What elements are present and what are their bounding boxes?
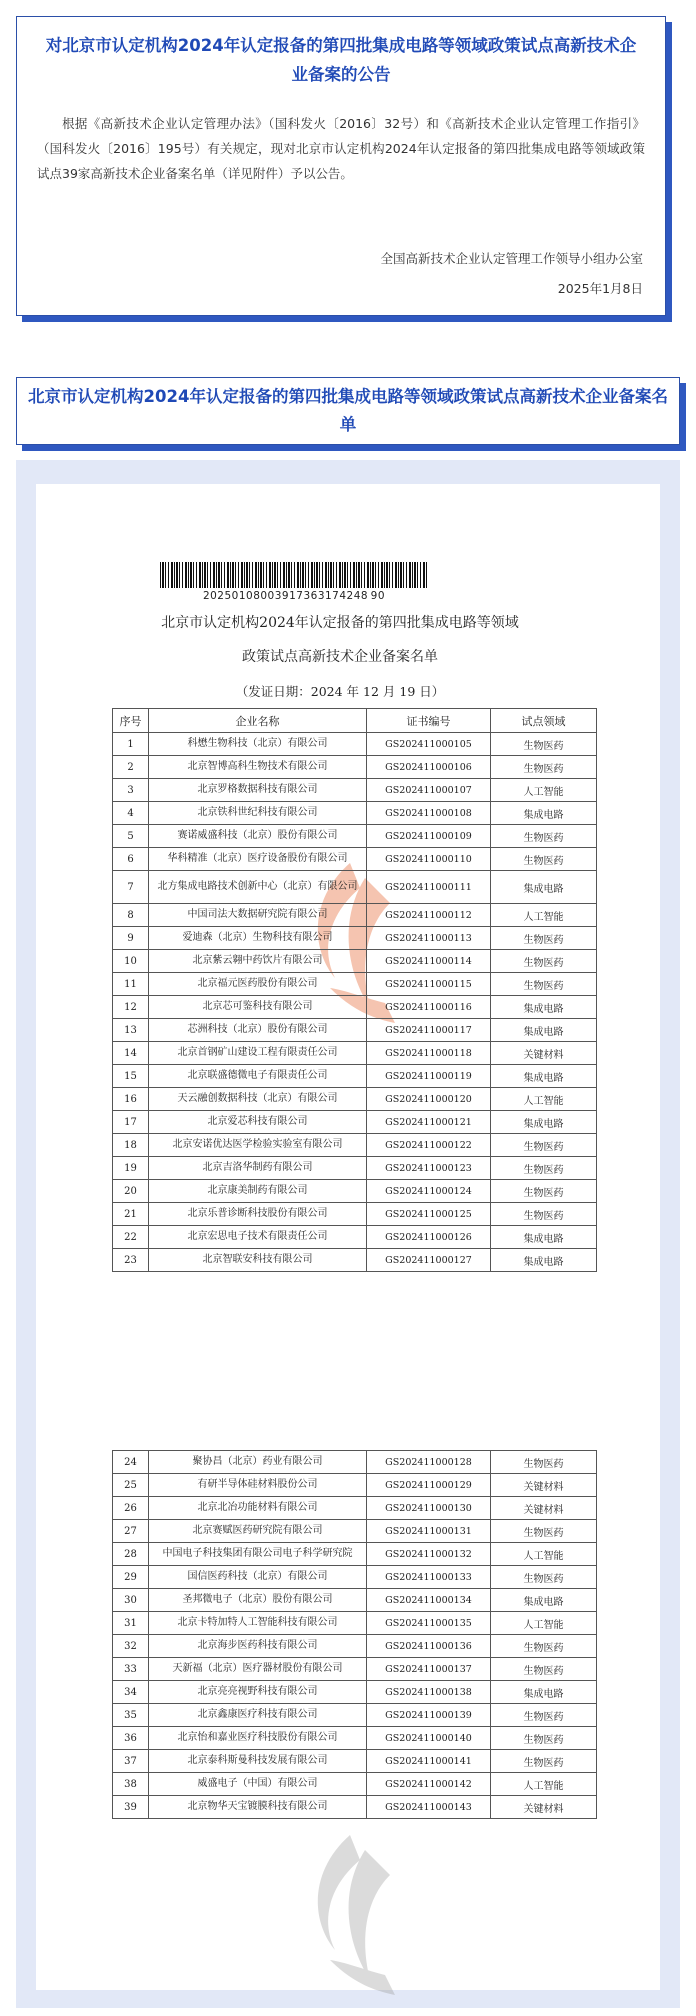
- row-company-name: 中国司法大数据研究院有限公司: [149, 904, 367, 927]
- row-company-name: 北方集成电路技术创新中心（北京）有限公司: [149, 871, 367, 904]
- row-cert-no: GS202411000138: [367, 1681, 491, 1704]
- row-company-name: 中国电子科技集团有限公司电子科学研究院: [149, 1543, 367, 1566]
- row-index: 19: [113, 1157, 149, 1180]
- row-field: 生物医药: [491, 756, 597, 779]
- row-cert-no: GS202411000107: [367, 779, 491, 802]
- row-index: 6: [113, 848, 149, 871]
- table-row: [113, 904, 597, 927]
- row-cert-no: GS202411000135: [367, 1612, 491, 1635]
- header-index: 序号: [113, 709, 149, 733]
- row-company-name: 威盛电子（中国）有限公司: [149, 1773, 367, 1796]
- row-field: 生物医药: [491, 1704, 597, 1727]
- row-index: 28: [113, 1543, 149, 1566]
- row-company-name: 科懋生物科技（北京）有限公司: [149, 733, 367, 756]
- row-company-name: 北京福元医药股份有限公司: [149, 973, 367, 996]
- notice-box: [16, 16, 666, 316]
- row-index: 5: [113, 825, 149, 848]
- row-field: 生物医药: [491, 1520, 597, 1543]
- row-cert-no: GS202411000123: [367, 1157, 491, 1180]
- table-row: [113, 1750, 597, 1773]
- row-company-name: 北京北冶功能材料有限公司: [149, 1497, 367, 1520]
- row-index: 21: [113, 1203, 149, 1226]
- table-row: [113, 1566, 597, 1589]
- table-row: [113, 1180, 597, 1203]
- table-row: [113, 779, 597, 802]
- company-table-page2: [112, 1450, 597, 1819]
- document-title-line1: 北京市认定机构2024年认定报备的第四批集成电路等领域: [161, 615, 519, 631]
- table-row: [113, 733, 597, 756]
- row-index: 37: [113, 1750, 149, 1773]
- table-row: [113, 1635, 597, 1658]
- row-field: 生物医药: [491, 927, 597, 950]
- row-cert-no: GS202411000113: [367, 927, 491, 950]
- row-cert-no: GS202411000132: [367, 1543, 491, 1566]
- row-company-name: 北京爱芯科技有限公司: [149, 1111, 367, 1134]
- issue-date: （发证日期：2024 年 12 月 19 日）: [235, 684, 445, 699]
- row-field: 生物医药: [491, 1134, 597, 1157]
- row-company-name: 北京铁科世纪科技有限公司: [149, 802, 367, 825]
- table-row: [113, 1589, 597, 1612]
- row-company-name: 爱迪森（北京）生物科技有限公司: [149, 927, 367, 950]
- row-cert-no: GS202411000121: [367, 1111, 491, 1134]
- row-index: 25: [113, 1474, 149, 1497]
- row-field: 生物医药: [491, 1566, 597, 1589]
- row-field: 生物医药: [491, 1727, 597, 1750]
- row-field: 生物医药: [491, 1658, 597, 1681]
- row-field: 集成电路: [491, 1681, 597, 1704]
- row-field: 关键材料: [491, 1474, 597, 1497]
- row-index: 20: [113, 1180, 149, 1203]
- row-index: 14: [113, 1042, 149, 1065]
- table-row: [113, 1727, 597, 1750]
- row-company-name: 芯洲科技（北京）股份有限公司: [149, 1019, 367, 1042]
- row-cert-no: GS202411000112: [367, 904, 491, 927]
- header-cert-no: 证书编号: [367, 709, 491, 733]
- row-index: 33: [113, 1658, 149, 1681]
- row-index: 34: [113, 1681, 149, 1704]
- table-row: [113, 1451, 597, 1474]
- row-field: 关键材料: [491, 1497, 597, 1520]
- row-index: 35: [113, 1704, 149, 1727]
- row-company-name: 北京泰科斯曼科技发展有限公司: [149, 1750, 367, 1773]
- row-field: 生物医药: [491, 973, 597, 996]
- row-index: 8: [113, 904, 149, 927]
- row-index: 16: [113, 1088, 149, 1111]
- row-company-name: 北京首钢矿山建设工程有限责任公司: [149, 1042, 367, 1065]
- table-row: [113, 973, 597, 996]
- row-field: 集成电路: [491, 1226, 597, 1249]
- row-index: 36: [113, 1727, 149, 1750]
- row-field: 关键材料: [491, 1796, 597, 1819]
- document-title-line2: 政策试点高新技术企业备案名单: [242, 649, 438, 665]
- row-field: 人工智能: [491, 1773, 597, 1796]
- row-company-name: 北京吉洛华制药有限公司: [149, 1157, 367, 1180]
- row-index: 26: [113, 1497, 149, 1520]
- row-cert-no: GS202411000117: [367, 1019, 491, 1042]
- row-field: 生物医药: [491, 1157, 597, 1180]
- table-row: [113, 1088, 597, 1111]
- row-cert-no: GS202411000139: [367, 1704, 491, 1727]
- row-company-name: 赛诺威盛科技（北京）股份有限公司: [149, 825, 367, 848]
- row-cert-no: GS202411000115: [367, 973, 491, 996]
- row-index: 27: [113, 1520, 149, 1543]
- company-table-page1: [112, 708, 597, 1272]
- table-header-row: [113, 709, 597, 733]
- row-company-name: 北京安诺优达医学检验实验室有限公司: [149, 1134, 367, 1157]
- table-row: [113, 825, 597, 848]
- table-row: [113, 1065, 597, 1088]
- row-cert-no: GS202411000131: [367, 1520, 491, 1543]
- table-row: [113, 871, 597, 904]
- barcode: [160, 562, 428, 588]
- row-index: 10: [113, 950, 149, 973]
- row-cert-no: GS202411000122: [367, 1134, 491, 1157]
- row-index: 4: [113, 802, 149, 825]
- table-row: [113, 1111, 597, 1134]
- list-title: 北京市认定机构2024年认定报备的第四批集成电路等领域政策试点高新技术企业备案名单: [28, 387, 668, 434]
- table-row: [113, 1474, 597, 1497]
- notice-title: 对北京市认定机构2024年认定报备的第四批集成电路等领域政策试点高新技术企业备案的公告: [45, 36, 637, 84]
- row-cert-no: GS202411000143: [367, 1796, 491, 1819]
- table-row: [113, 1019, 597, 1042]
- row-index: 3: [113, 779, 149, 802]
- row-company-name: 北京智联安科技有限公司: [149, 1249, 367, 1272]
- row-company-name: 华科精准（北京）医疗设备股份有限公司: [149, 848, 367, 871]
- row-cert-no: GS202411000105: [367, 733, 491, 756]
- table-row: [113, 848, 597, 871]
- row-field: 集成电路: [491, 996, 597, 1019]
- row-field: 生物医药: [491, 1451, 597, 1474]
- row-index: 31: [113, 1612, 149, 1635]
- table-row: [113, 950, 597, 973]
- row-cert-no: GS202411000110: [367, 848, 491, 871]
- row-company-name: 聚协昌（北京）药业有限公司: [149, 1451, 367, 1474]
- row-cert-no: GS202411000108: [367, 802, 491, 825]
- row-cert-no: GS202411000140: [367, 1727, 491, 1750]
- row-company-name: 北京康美制药有限公司: [149, 1180, 367, 1203]
- row-field: 人工智能: [491, 1088, 597, 1111]
- row-field: 集成电路: [491, 1249, 597, 1272]
- row-company-name: 北京联盛德微电子有限责任公司: [149, 1065, 367, 1088]
- row-cert-no: GS202411000125: [367, 1203, 491, 1226]
- row-cert-no: GS202411000106: [367, 756, 491, 779]
- watermark-emblem-page2-icon: [290, 1830, 410, 2000]
- row-company-name: 北京宏思电子技术有限责任公司: [149, 1226, 367, 1249]
- row-field: 生物医药: [491, 825, 597, 848]
- row-field: 集成电路: [491, 1065, 597, 1088]
- row-cert-no: GS202411000141: [367, 1750, 491, 1773]
- table-row: [113, 1042, 597, 1065]
- row-company-name: 天云融创数据科技（北京）有限公司: [149, 1088, 367, 1111]
- row-field: 关键材料: [491, 1042, 597, 1065]
- row-field: 人工智能: [491, 904, 597, 927]
- row-cert-no: GS202411000124: [367, 1180, 491, 1203]
- row-company-name: 北京卡特加特人工智能科技有限公司: [149, 1612, 367, 1635]
- row-field: 集成电路: [491, 1589, 597, 1612]
- row-field: 人工智能: [491, 1612, 597, 1635]
- row-field: 集成电路: [491, 1111, 597, 1134]
- row-company-name: 北京乐普诊断科技股份有限公司: [149, 1203, 367, 1226]
- row-index: 23: [113, 1249, 149, 1272]
- row-company-name: 有研半导体硅材料股份公司: [149, 1474, 367, 1497]
- table-row: [113, 756, 597, 779]
- table-row: [113, 996, 597, 1019]
- row-index: 15: [113, 1065, 149, 1088]
- row-index: 22: [113, 1226, 149, 1249]
- row-company-name: 国信医药科技（北京）有限公司: [149, 1566, 367, 1589]
- row-index: 30: [113, 1589, 149, 1612]
- list-title-box: [16, 377, 680, 445]
- table-row: [113, 1203, 597, 1226]
- row-company-name: 北京亮亮视野科技有限公司: [149, 1681, 367, 1704]
- row-company-name: 北京智博高科生物技术有限公司: [149, 756, 367, 779]
- row-cert-no: GS202411000137: [367, 1658, 491, 1681]
- row-cert-no: GS202411000118: [367, 1042, 491, 1065]
- row-index: 1: [113, 733, 149, 756]
- row-field: 生物医药: [491, 733, 597, 756]
- row-cert-no: GS202411000136: [367, 1635, 491, 1658]
- row-company-name: 北京海步医药科技有限公司: [149, 1635, 367, 1658]
- table-row: [113, 1681, 597, 1704]
- row-cert-no: GS202411000133: [367, 1566, 491, 1589]
- row-company-name: 北京紫云翱中药饮片有限公司: [149, 950, 367, 973]
- header-field: 试点领域: [491, 709, 597, 733]
- row-field: 生物医药: [491, 848, 597, 871]
- row-index: 18: [113, 1134, 149, 1157]
- row-index: 38: [113, 1773, 149, 1796]
- table-row: [113, 1543, 597, 1566]
- row-company-name: 北京怡和嘉业医疗科技股份有限公司: [149, 1727, 367, 1750]
- row-cert-no: GS202411000142: [367, 1773, 491, 1796]
- table-row: [113, 1249, 597, 1272]
- notice-body: 根据《高新技术企业认定管理办法》（国科发火〔2016〕32号）和《高新技术企业认定管理工作指引》（国科发火〔2016〕195号）有关规定，现对北京市认定机构2024年认定报备的第四批集成电路等领域政策试点39家高新技术企业备案名单（详见附件）予以公告。: [37, 116, 645, 181]
- row-company-name: 天新福（北京）医疗器材股份有限公司: [149, 1658, 367, 1681]
- row-company-name: 北京芯可鉴科技有限公司: [149, 996, 367, 1019]
- row-cert-no: GS202411000130: [367, 1497, 491, 1520]
- row-company-name: 北京赛赋医药研究院有限公司: [149, 1520, 367, 1543]
- row-index: 32: [113, 1635, 149, 1658]
- table-row: [113, 1704, 597, 1727]
- table-row: [113, 927, 597, 950]
- table-row: [113, 1497, 597, 1520]
- row-field: 生物医药: [491, 950, 597, 973]
- row-cert-no: GS202411000128: [367, 1451, 491, 1474]
- notice-signer: 全国高新技术企业认定管理工作领导小组办公室: [380, 251, 643, 266]
- row-cert-no: GS202411000111: [367, 871, 491, 904]
- row-cert-no: GS202411000126: [367, 1226, 491, 1249]
- row-index: 29: [113, 1566, 149, 1589]
- notice-date: 2025年1月8日: [557, 281, 643, 296]
- row-cert-no: GS202411000129: [367, 1474, 491, 1497]
- row-field: 集成电路: [491, 1019, 597, 1042]
- row-cert-no: GS202411000119: [367, 1065, 491, 1088]
- row-cert-no: GS202411000120: [367, 1088, 491, 1111]
- barcode-number: 20250108003917363174248 90: [202, 590, 386, 602]
- row-company-name: 圣邦微电子（北京）股份有限公司: [149, 1589, 367, 1612]
- row-index: 2: [113, 756, 149, 779]
- row-field: 集成电路: [491, 871, 597, 904]
- row-index: 7: [113, 871, 149, 904]
- row-field: 生物医药: [491, 1180, 597, 1203]
- row-cert-no: GS202411000127: [367, 1249, 491, 1272]
- row-cert-no: GS202411000116: [367, 996, 491, 1019]
- table-row: [113, 802, 597, 825]
- row-field: 人工智能: [491, 779, 597, 802]
- row-index: 13: [113, 1019, 149, 1042]
- table-row: [113, 1612, 597, 1635]
- table-row: [113, 1773, 597, 1796]
- row-field: 人工智能: [491, 1543, 597, 1566]
- row-field: 生物医药: [491, 1203, 597, 1226]
- row-cert-no: GS202411000134: [367, 1589, 491, 1612]
- row-index: 12: [113, 996, 149, 1019]
- row-index: 39: [113, 1796, 149, 1819]
- table-row: [113, 1157, 597, 1180]
- table-row: [113, 1796, 597, 1819]
- row-company-name: 北京罗格数据科技有限公司: [149, 779, 367, 802]
- row-index: 17: [113, 1111, 149, 1134]
- row-index: 9: [113, 927, 149, 950]
- row-field: 生物医药: [491, 1635, 597, 1658]
- row-field: 生物医药: [491, 1750, 597, 1773]
- row-field: 集成电路: [491, 802, 597, 825]
- table-row: [113, 1134, 597, 1157]
- header-company: 企业名称: [149, 709, 367, 733]
- row-cert-no: GS202411000114: [367, 950, 491, 973]
- row-company-name: 北京鑫康医疗科技有限公司: [149, 1704, 367, 1727]
- table-row: [113, 1658, 597, 1681]
- row-cert-no: GS202411000109: [367, 825, 491, 848]
- table-row: [113, 1226, 597, 1249]
- row-index: 11: [113, 973, 149, 996]
- row-index: 24: [113, 1451, 149, 1474]
- row-company-name: 北京物华天宝镀膜科技有限公司: [149, 1796, 367, 1819]
- table-row: [113, 1520, 597, 1543]
